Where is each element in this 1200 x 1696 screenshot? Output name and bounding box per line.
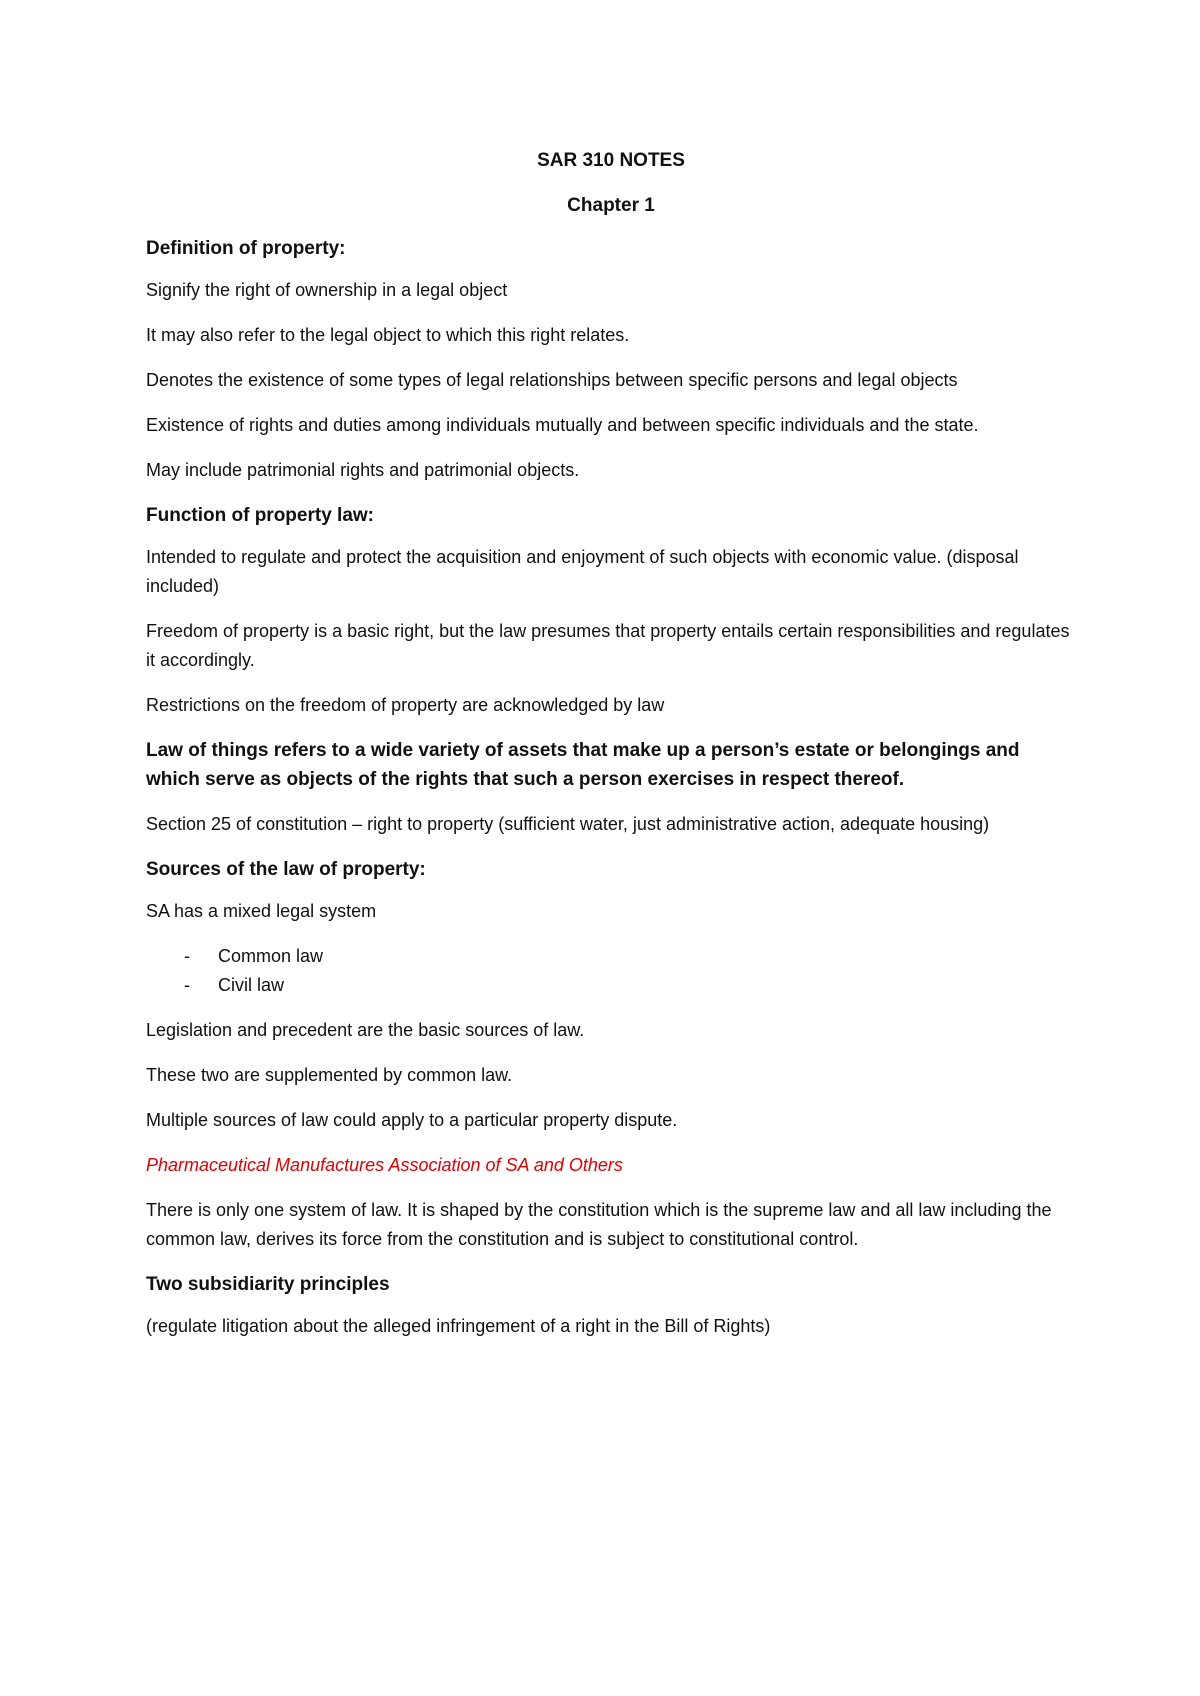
- function-paragraph-1: Intended to regulate and protect the acquisition and enjoyment of such objects with economic value. (disposal included): [146, 547, 1019, 596]
- sources-paragraph-2: Legislation and precedent are the basic sources of law.: [146, 1020, 585, 1040]
- chapter-heading: Chapter 1: [567, 195, 655, 216]
- law-of-things-statement: Law of things refers to a wide variety of assets that make up a person’s estate or belongings and which serve as objects of the rights that such a person exercises in respect thereof.: [146, 740, 1020, 790]
- legal-system-list: [146, 942, 1076, 1000]
- definition-paragraph-1: Signify the right of ownership in a legal object: [146, 280, 508, 300]
- case-citation: Pharmaceutical Manufactures Association of SA and Others: [146, 1155, 623, 1175]
- section-25-paragraph: Section 25 of constitution – right to property (sufficient water, just administrative action, adequate housing): [146, 814, 990, 834]
- definition-paragraph-3: Denotes the existence of some types of legal relationships between specific persons and legal objects: [146, 370, 958, 390]
- document-title: SAR 310 NOTES: [537, 150, 685, 171]
- document-content: [146, 146, 1076, 1357]
- sources-paragraph-3: These two are supplemented by common law.: [146, 1065, 513, 1085]
- definition-paragraph-2: It may also refer to the legal object to which this right relates.: [146, 325, 630, 345]
- definition-heading: Definition of property:: [146, 238, 346, 259]
- definition-paragraph-5: May include patrimonial rights and patrimonial objects.: [146, 460, 580, 480]
- function-paragraph-2: Freedom of property is a basic right, but the law presumes that property entails certain responsibilities and regulates it accordingly.: [146, 621, 1070, 670]
- list-item-text: Civil law: [218, 975, 285, 995]
- function-paragraph-3: Restrictions on the freedom of property are acknowledged by law: [146, 695, 665, 715]
- sources-paragraph-1: SA has a mixed legal system: [146, 901, 377, 921]
- sources-paragraph-5: There is only one system of law. It is shaped by the constitution which is the supreme law and all law including the common law, derives its force from the constitution and is subject to constitutional control.: [146, 1200, 1052, 1249]
- list-item-text: Common law: [218, 946, 324, 966]
- list-item: [146, 971, 1076, 1000]
- list-item: [146, 942, 1076, 971]
- definition-paragraph-4: Existence of rights and duties among individuals mutually and between specific individuals and the state.: [146, 415, 979, 435]
- subsidiarity-heading: Two subsidiarity principles: [146, 1274, 390, 1295]
- dash-marker: -: [184, 946, 190, 966]
- dash-marker: -: [184, 975, 190, 995]
- function-heading: Function of property law:: [146, 505, 374, 526]
- sources-paragraph-4: Multiple sources of law could apply to a particular property dispute.: [146, 1110, 678, 1130]
- sources-heading: Sources of the law of property:: [146, 859, 426, 880]
- subsidiarity-paragraph: (regulate litigation about the alleged infringement of a right in the Bill of Rights): [146, 1316, 771, 1336]
